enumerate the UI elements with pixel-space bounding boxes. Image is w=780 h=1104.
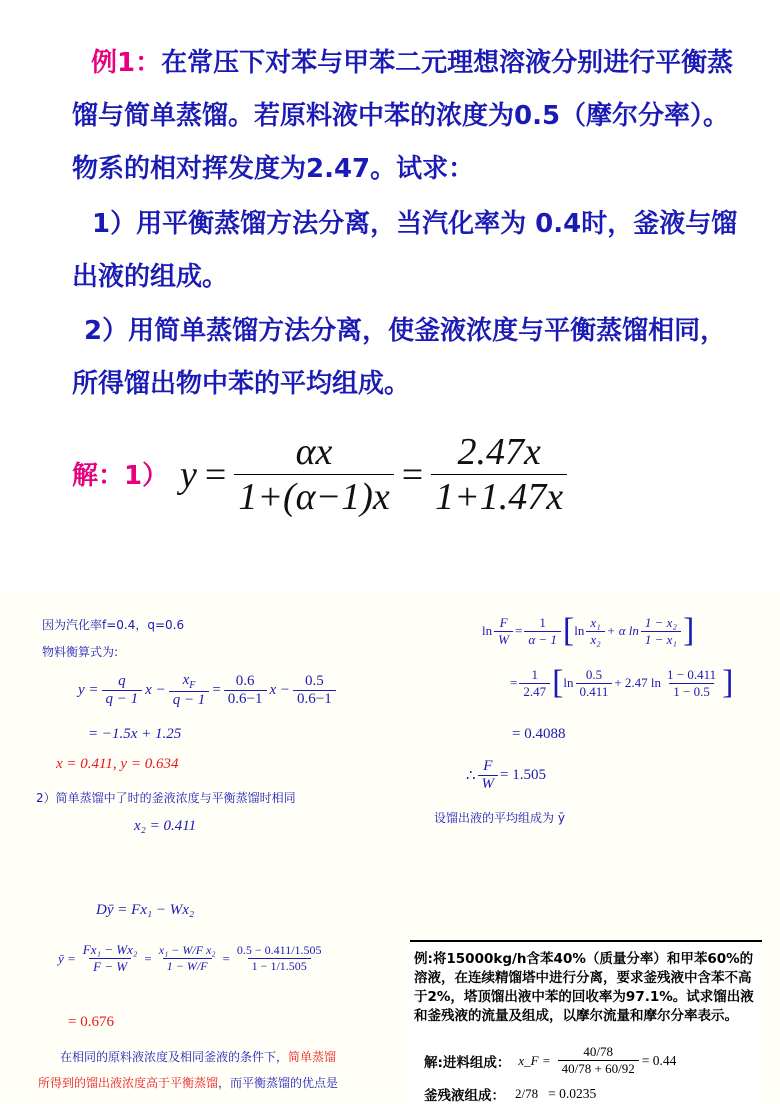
problem-line-2: 馏与简单蒸馏。若原料液中苯的浓度为0.5（摩尔分率）。 [72,101,730,131]
question-1-line-1: 1）用平衡蒸馏方法分离，当汽化率为 0.4时，釜液与馏 [92,209,738,239]
equation-fraction-2: $\frac{2.47x}{1+1.47x}$ [431,430,567,519]
question-1-line-2: 出液的组成。 [72,262,229,292]
equilibrium-answer: x = 0.411, y = 0.634 [56,756,179,772]
problem-line-1: 例1：在常压下对苯与甲苯二元理想溶液分别进行平衡蒸 [91,48,734,78]
solution-label: 解：1） [72,461,169,491]
rayleigh-result: = 0.4088 [512,726,566,742]
rayleigh-equation: ln $\frac{F}{W}$ = $\frac{1}{\alpha - 1}$ [ ln $\frac{\text{x₁}}{\text{x₂}}$ + α ln $\frac{\text{1 − x₂}}{\text{1 − x₁}}$ ] [482,612,695,649]
average-composition-note: 设馏出液的平均组成为 ȳ [434,811,565,825]
simple-distillation-note: 2）简单蒸馏中了时的釜液浓度与平衡蒸馏时相同 [36,791,296,805]
conclusion-line-1: 在相同的原料液浓度及相同釜液的条件下，简单蒸馏 [60,1050,337,1064]
example-label: 例1： [91,48,162,78]
fw-ratio: ∴ $\frac{F}{W}$ = 1.505 [466,758,547,792]
equation-fraction-1: $\frac{\alpha x}{1+(\alpha-1)x}$ [234,430,393,519]
feed-composition: 解:进料组成： x_F = $\frac{40/78}{40/78 + 60/92}$ = 0.44 [424,1044,677,1076]
x2-value: x₂ = 0.411 [134,818,197,834]
equilibrium-equation: y = $\frac{\alpha x}{1+(\alpha-1)x}$ = $\frac{2.47x}{1+1.47x}$ [180,430,567,519]
rayleigh-substituted: = $\frac{1}{2.47}$ [ ln $\frac{0.5}{0.411}$ + 2.47 ln $\frac{1 - 0.411}{1 - 0.5}$ ] [510,664,734,701]
problem-line-3: 物系的相对挥发度为2.47。试求： [72,154,475,184]
question-2-line-1: 2）用简单蒸馏方法分离，使釜液浓度与平衡蒸馏相同， [84,316,727,346]
example-box-text: 例:将15000kg/h含苯40%（质量分率）和甲苯60%的溶液，在连续精馏塔中进行分离，要求釜残液中含苯不高于2%，塔顶馏出液中苯的回收率为97.1%。试求馏出液和釜残液的流量及组成，以摩尔流量和摩尔分率表示。 [414,951,754,1024]
conclusion-line-2: 所得到的馏出液浓度高于平衡蒸馏，而平衡蒸馏的优点是 [38,1076,339,1090]
residue-composition: 釜残液组成： 2/78 = 0.0235 [424,1086,597,1104]
example-box [410,940,762,1104]
average-composition-result: = 0.676 [68,1014,114,1030]
operating-line-equation: y = $\frac{q}{q - 1}$ x − $\frac{x_F}{q - 1}$ = $\frac{0.6}{0.6-1}$ x − $\frac{0.5}{0.6-1}$ [78,672,339,709]
vaporization-note: 因为汽化率f=0.4，q=0.6 [42,618,185,632]
operating-line-result: = −1.5x + 1.25 [88,726,182,742]
question-2-line-2: 所得馏出物中苯的平均组成。 [72,369,411,399]
balance-note: 物料衡算式为: [42,645,119,659]
material-balance-equation: Dȳ = Fx₁ − Wx₂ [96,902,195,918]
average-composition-equation: ȳ = $\frac{\text{Fx₁ − Wx₂}}{F - W}$ = $\frac{\text{x₁ − W/F x₂}}{1 - W/F}$ = $\frac{0.5 - 0.411/1.505}{1 - 1/1.505}$ [58,942,322,974]
